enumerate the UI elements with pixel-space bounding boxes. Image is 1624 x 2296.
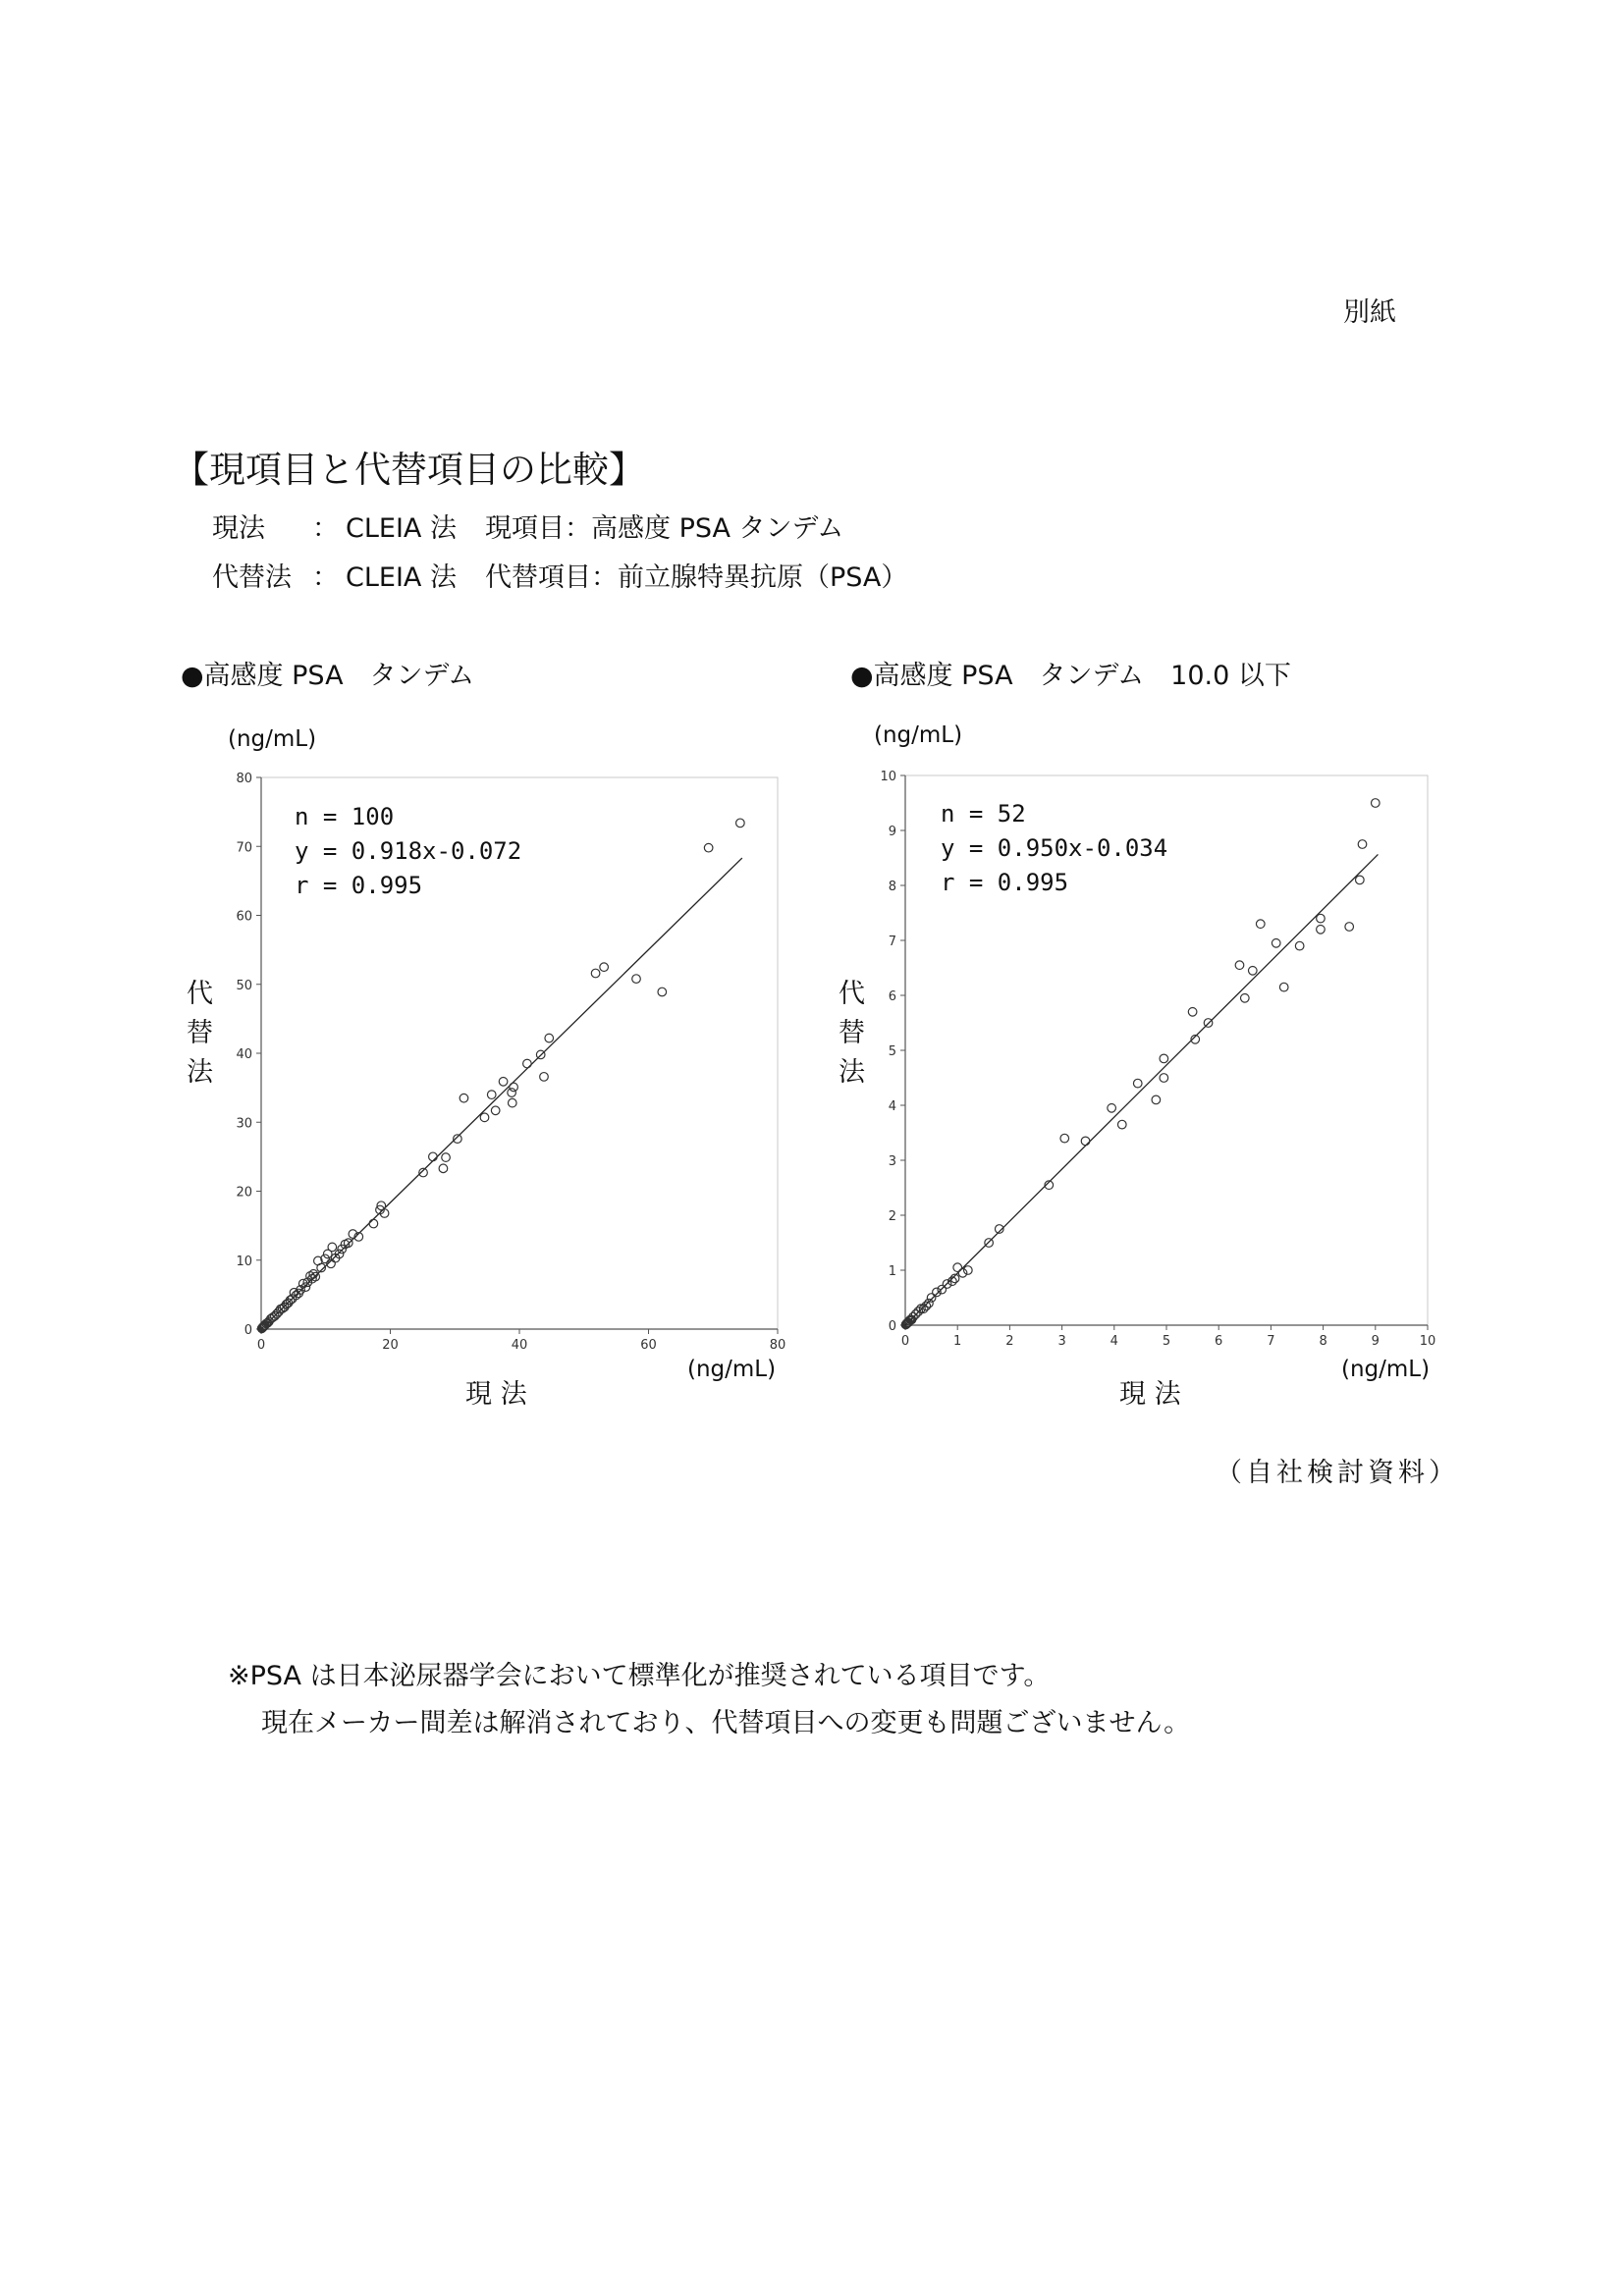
y-tick-label: 70 [236,840,252,856]
data-point [1256,920,1265,929]
data-point [540,1073,549,1082]
data-point [1358,840,1367,849]
data-point [1081,1137,1090,1146]
y-tick-label: 6 [888,989,896,1004]
y-tick-label: 60 [236,909,252,925]
y-tick-label: 30 [236,1116,252,1132]
y-tick-label: 5 [888,1044,896,1059]
data-point [510,1083,518,1092]
y-tick-label: 50 [236,978,252,993]
footnote-line: 現在メーカー間差は解消されており、代替項目への変更も問題ございません。 [261,1708,1191,1738]
data-point [1317,914,1326,923]
data-point [704,843,713,852]
y-tick-label: 0 [244,1323,252,1338]
data-point [933,1288,942,1297]
data-point [1188,1008,1197,1017]
y-tick-label: 4 [888,1099,896,1114]
data-point [1295,941,1304,950]
stat-equation: y = 0.950x-0.034 [941,834,1168,862]
x-tick-label: 8 [1319,1334,1327,1349]
method-name: 現法 [212,513,265,544]
data-point [369,1219,378,1228]
stat-r: r = 0.995 [295,872,423,899]
y-unit-label: (ng/mL) [874,722,963,748]
y-unit-label: (ng/mL) [228,726,317,752]
data-point [499,1078,508,1087]
data-point [1160,1054,1168,1063]
data-point [1345,923,1354,932]
x-tick-label: 7 [1267,1334,1275,1349]
data-point [1372,799,1380,808]
regression-line [261,858,742,1329]
x-tick-label: 9 [1371,1334,1380,1349]
data-point [508,1098,516,1107]
x-axis-label: 現 法 [1119,1379,1181,1410]
method-colon: ： [312,513,339,544]
data-point [323,1250,332,1258]
data-point [1133,1079,1142,1088]
stat-r: r = 0.995 [941,869,1069,896]
method-colon: ： [312,562,339,593]
x-tick-label: 20 [382,1338,399,1353]
x-tick-label: 0 [256,1338,266,1353]
data-point [508,1089,516,1097]
y-tick-label: 3 [888,1154,896,1169]
attachment-label: 別紙 [1343,297,1396,328]
x-tick-label: 80 [769,1338,786,1353]
data-point [658,988,667,996]
x-unit-label: (ng/mL) [687,1357,777,1382]
y-label-char: 法 [839,1057,865,1088]
method-type: CLEIA 法 [346,513,457,544]
y-tick-label: 7 [888,934,896,949]
data-point [1060,1134,1069,1143]
y-label-char: 代 [839,979,865,1009]
data-point [1317,926,1326,934]
y-tick-label: 10 [236,1254,252,1269]
stat-n: n = 52 [941,800,1026,828]
method-item: 代替項目：前立腺特異抗原（PSA） [485,562,908,593]
data-point [480,1113,489,1122]
data-point [1272,939,1280,948]
source-note: （自社検討資料） [1216,1458,1459,1488]
data-point [429,1152,438,1161]
y-tick-label: 8 [888,880,896,894]
x-axis-label: 現 法 [465,1379,527,1410]
y-label-char: 法 [187,1057,213,1088]
data-point [1356,876,1365,884]
data-point [1108,1104,1116,1113]
data-point [491,1106,500,1115]
y-label-char: 替 [839,1018,865,1048]
data-point [442,1153,451,1162]
data-point [591,969,600,978]
method-name: 代替法 [212,562,292,593]
data-point [487,1091,496,1099]
data-point [439,1164,448,1173]
x-tick-label: 1 [953,1334,962,1349]
data-point [1248,967,1257,976]
chart-title: ●高感度 PSA タンデム [181,661,475,691]
data-point [460,1094,468,1102]
chart-title: ●高感度 PSA タンデム 10.0 以下 [850,661,1291,691]
data-point [632,975,641,984]
stat-n: n = 100 [295,803,395,830]
method-item: 現項目：高感度 PSA タンデム [485,513,844,544]
x-tick-label: 60 [640,1338,657,1353]
method-type: CLEIA 法 [346,562,457,593]
data-point [964,1266,973,1275]
data-point [1152,1095,1161,1104]
x-tick-label: 3 [1057,1334,1066,1349]
data-point [1235,961,1244,970]
x-tick-label: 5 [1162,1334,1171,1349]
footnote-line: ※PSA は日本泌尿器学会において標準化が推奨されている項目です。 [228,1661,1051,1691]
y-label-char: 替 [187,1018,213,1048]
y-tick-label: 1 [888,1264,896,1279]
y-tick-label: 9 [888,825,896,839]
x-tick-label: 2 [1005,1334,1014,1349]
data-point [600,963,609,972]
data-point [1160,1074,1168,1083]
x-unit-label: (ng/mL) [1341,1357,1431,1382]
y-tick-label: 20 [236,1185,252,1201]
x-tick-label: 40 [511,1338,528,1353]
x-tick-label: 6 [1215,1334,1223,1349]
y-tick-label: 80 [236,772,252,786]
regression-line [905,854,1378,1325]
y-label-char: 代 [187,979,213,1009]
x-tick-label: 0 [900,1334,910,1349]
y-tick-label: 10 [880,770,896,784]
y-tick-label: 0 [888,1319,896,1334]
x-tick-label: 10 [1419,1334,1436,1349]
data-point [454,1135,462,1144]
data-point [958,1269,967,1278]
y-tick-label: 40 [236,1047,252,1062]
x-tick-label: 4 [1110,1334,1118,1349]
data-point [953,1263,962,1272]
data-point [545,1034,554,1042]
data-point [1241,994,1250,1003]
data-point [1279,983,1288,991]
y-tick-label: 2 [888,1209,896,1224]
data-point [1117,1120,1126,1129]
stat-equation: y = 0.918x-0.072 [295,837,522,865]
data-point [523,1059,532,1068]
data-point [736,819,745,828]
section-title: 【現項目と代替項目の比較】 [173,449,645,491]
